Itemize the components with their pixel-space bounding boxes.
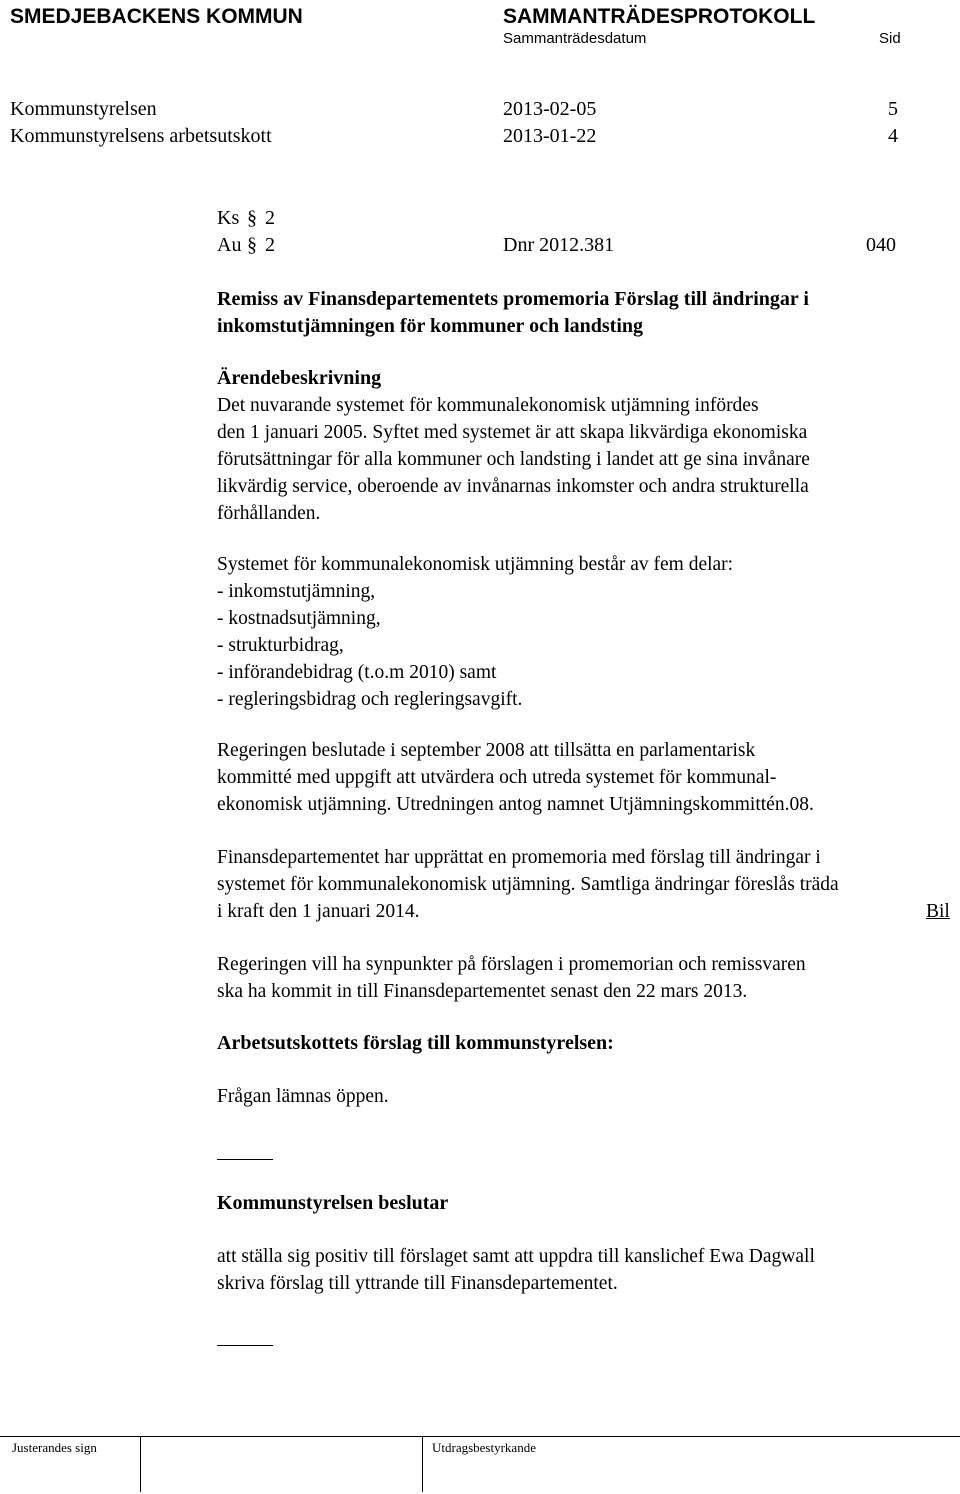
proposal-text: Frågan lämnas öppen. [217, 1086, 389, 1107]
list-item: - införandebidrag (t.o.m 2010) samt [217, 662, 497, 683]
text-line: i kraft den 1 januari 2014. [217, 901, 420, 922]
list-item: - regleringsbidrag och regleringsavgift. [217, 689, 523, 710]
meeting-date: 2013-02-05 [503, 98, 597, 120]
ks-number: 2 [265, 207, 275, 229]
description-paragraph [217, 392, 957, 527]
extract-certification-label: Utdragsbestyrkande [432, 1440, 536, 1455]
ks-paragraph-ref [217, 205, 517, 232]
footer-divider [422, 1437, 423, 1492]
separator-rule [217, 1159, 273, 1160]
meeting-page: 5 [888, 98, 898, 120]
meeting-body: Kommunstyrelsens arbetsutskott [10, 125, 272, 147]
au-paragraph-ref [217, 232, 517, 259]
list-intro: Systemet för kommunalekonomisk utjämning består av fem delar: [217, 554, 734, 575]
case-title-line: inkomstutjämningen för kommuner och landsting [217, 315, 643, 337]
meeting-date: 2013-01-22 [503, 125, 597, 147]
meeting-page: 4 [888, 125, 898, 147]
justification-sign-label: Justerandes sign [12, 1440, 97, 1455]
text-line: Finansdepartementet har upprättat en promemoria med förslag till ändringar i [217, 847, 821, 868]
text-line: Regeringen vill ha synpunkter på förslagen i promemorian och remissvaren [217, 954, 806, 975]
text-line: Regeringen beslutade i september 2008 att tillsätta en parlamentarisk [217, 740, 756, 761]
footer-divider [140, 1437, 141, 1492]
text-line: ekonomisk utjämning. Utredningen antog namnet Utjämningskommittén.08. [217, 794, 814, 815]
request-paragraph [217, 951, 957, 1005]
memo-paragraph [217, 844, 957, 925]
case-title [217, 286, 957, 340]
text-line: likvärdig service, oberoende av invånarnas inkomster och andra strukturella [217, 476, 809, 497]
text-line: att ställa sig positiv till förslaget samt att uppdra till kanslichef Ewa Dagwall [217, 1246, 815, 1267]
text-line: förhållanden. [217, 503, 321, 524]
list-item: - strukturbidrag, [217, 635, 344, 656]
footer-top-rule [0, 1436, 960, 1437]
list-item: - inkomstutjämning, [217, 581, 376, 602]
date-column-label: Sammanträdesdatum [503, 30, 647, 47]
section-sign-icon: § [247, 234, 257, 256]
au-number: 2 [265, 234, 275, 256]
meeting-body: Kommunstyrelsen [10, 98, 157, 120]
municipality-name: SMEDJEBACKENS KOMMUN [10, 5, 303, 28]
components-list [217, 551, 957, 713]
separator-rule [217, 1345, 273, 1346]
attachment-marker: Bil [926, 901, 950, 922]
au-label: Au [217, 234, 242, 256]
text-line: skriva förslag till yttrande till Finansdepartementet. [217, 1273, 618, 1294]
decision-text [217, 1243, 957, 1297]
description-heading: Ärendebeskrivning [217, 367, 382, 389]
case-code: 040 [866, 234, 896, 256]
text-line: Det nuvarande systemet för kommunalekonomisk utjämning infördes [217, 395, 759, 416]
text-line: förutsättningar för alla kommuner och landsting i landet att ge sina invånare [217, 449, 810, 470]
ks-label: Ks [217, 207, 240, 229]
diary-number: Dnr 2012.381 [503, 234, 615, 256]
page-column-label: Sid [879, 30, 901, 47]
text-line: ska ha kommit in till Finansdepartementet senast den 22 mars 2013. [217, 981, 748, 1002]
committee-paragraph [217, 737, 957, 818]
text-line: kommitté med uppgift att utvärdera och utreda systemet för kommunal- [217, 767, 777, 788]
list-item: - kostnadsutjämning, [217, 608, 381, 629]
case-title-line: Remiss av Finansdepartementets promemoria Förslag till ändringar i [217, 288, 809, 310]
section-sign-icon: § [247, 207, 257, 229]
proposal-heading: Arbetsutskottets förslag till kommunstyrelsen: [217, 1032, 614, 1054]
document-type: SAMMANTRÄDESPROTOKOLL [503, 5, 816, 28]
text-line: den 1 januari 2005. Syftet med systemet är att skapa likvärdiga ekonomiska [217, 422, 808, 443]
decision-heading: Kommunstyrelsen beslutar [217, 1192, 449, 1214]
text-line: systemet för kommunalekonomisk utjämning. Samtliga ändringar föreslås träda [217, 874, 839, 895]
